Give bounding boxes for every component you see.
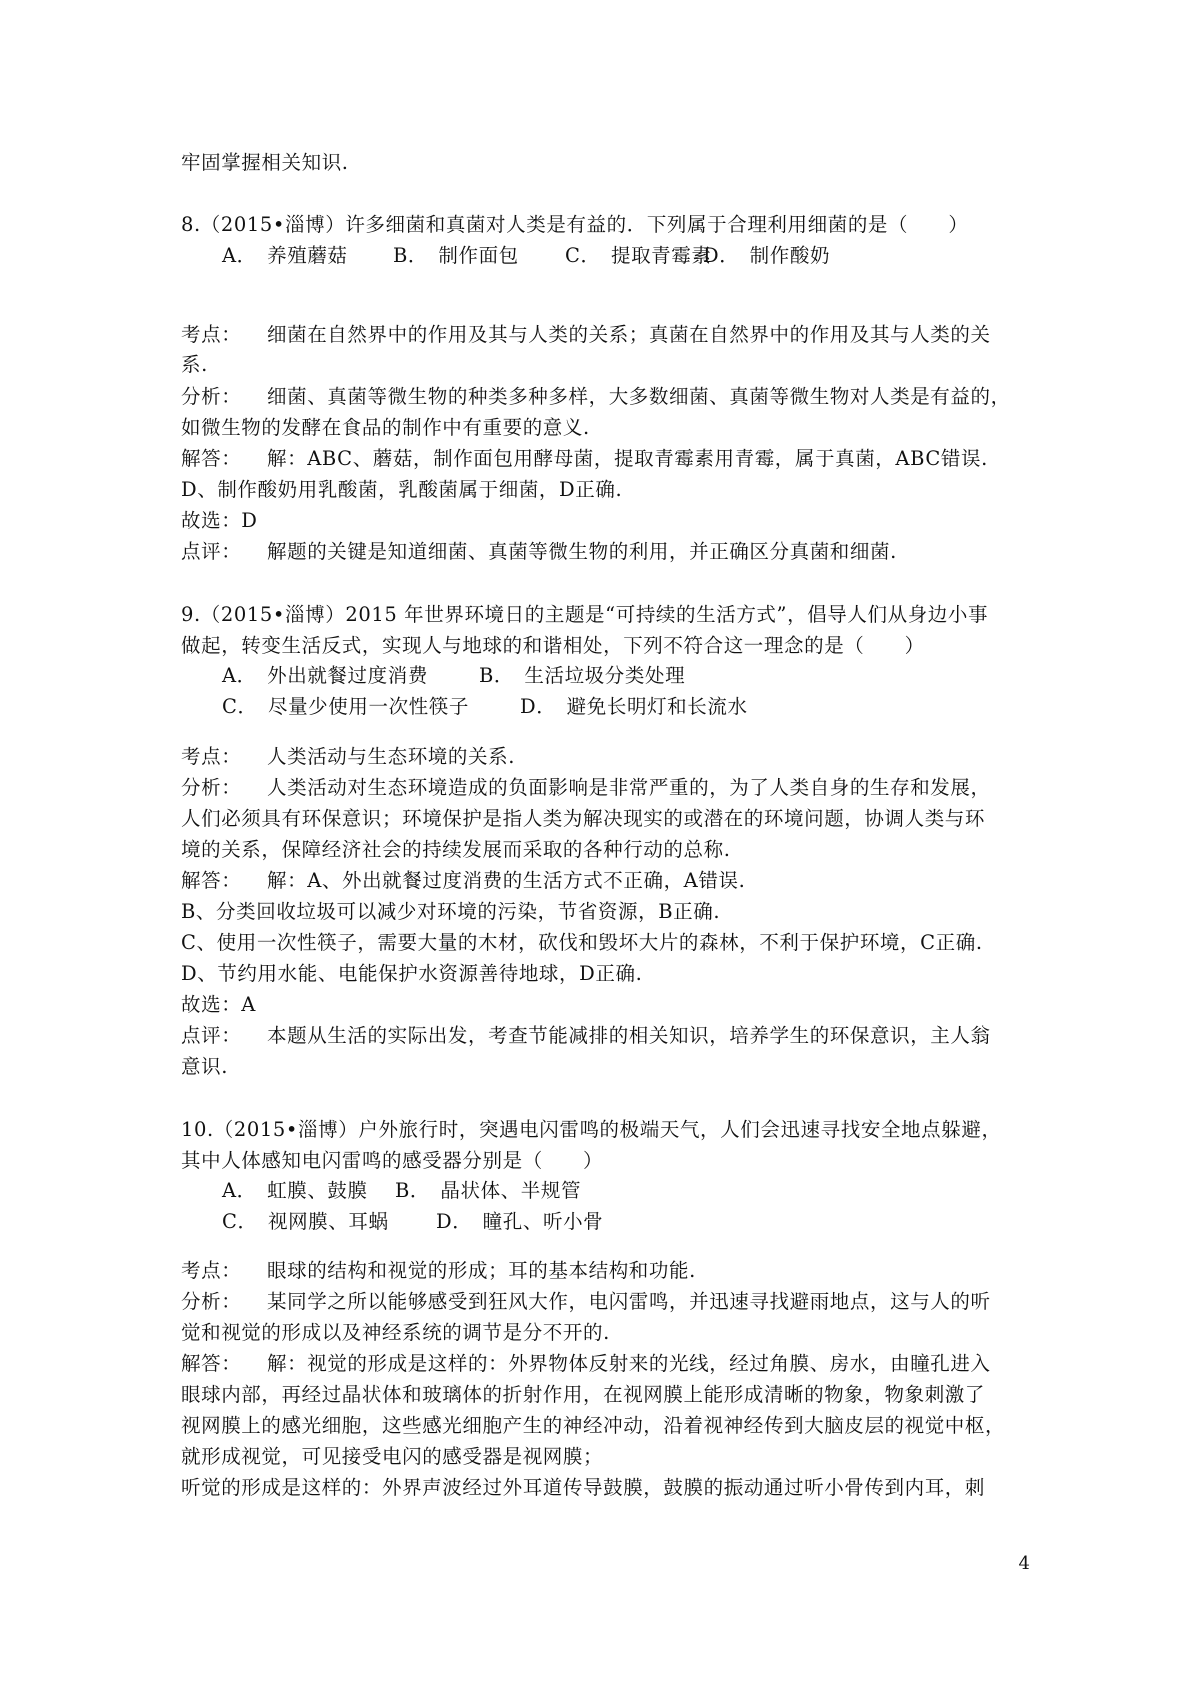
answer-option: B． 晶状体、半规管 <box>395 1179 582 1202</box>
line-text: 解：ABC、蘑菇，制作面包用酵母菌，提取青霉素用青霉，属于真菌，ABC错误. <box>267 447 988 470</box>
section-label: 解答： <box>181 447 242 470</box>
text-line <box>181 804 985 834</box>
text-line <box>181 631 925 661</box>
line-text: 就形成视觉，可见接受电闪的感受器是视网膜； <box>181 1445 604 1468</box>
text-line <box>181 382 1011 412</box>
text-line <box>181 1349 991 1379</box>
line-text: 人们必须具有环保意识；环境保护是指人类为解决现实的或潜在的环境问题，协调人类与环 <box>181 807 986 830</box>
line-text: 人类活动对生态环境造成的负面影响是非常严重的，为了人类自身的生存和发展， <box>267 776 991 799</box>
text-line <box>181 1411 1005 1441</box>
text-line <box>181 600 988 630</box>
section-label: 解答： <box>181 869 242 892</box>
text-line <box>181 320 991 350</box>
line-text: D、制作酸奶用乳酸菌，乳酸菌属于细菌，D正确. <box>181 478 623 501</box>
line-text: 做起，转变生活反式，实现人与地球的和谐相处，下列不符合这一理念的是（ ） <box>181 634 925 657</box>
line-text: 眼球内部，再经过晶状体和玻璃体的折射作用，在视网膜上能形成清晰的物象，物象刺激了 <box>181 1383 986 1406</box>
text-line <box>181 350 208 380</box>
text-line <box>181 835 731 865</box>
line-text: 意识. <box>181 1055 228 1078</box>
line-text: 故选：D <box>181 509 258 532</box>
line-text: B、分类回收垃圾可以减少对环境的污染，节省资源，B正确. <box>181 900 721 923</box>
answer-option: A． 虹膜、鼓膜 <box>222 1179 368 1202</box>
section-label: 点评： <box>181 1024 242 1047</box>
line-text: 解题的关键是知道细菌、真菌等微生物的利用，并正确区分真菌和细菌. <box>267 540 897 563</box>
answer-option: C． 提取青霉素 <box>565 244 712 267</box>
text-line <box>181 475 622 505</box>
text-line <box>181 1380 985 1410</box>
line-text: 9.（2015•淄博）2015 年世界环境日的主题是“可持续的生活方式”，倡导人们从身边小事 <box>181 603 989 626</box>
section-label: 考点： <box>181 1259 242 1282</box>
text-line <box>181 210 968 240</box>
section-label: 分析： <box>181 776 242 799</box>
text-line <box>181 148 349 178</box>
section-label: 解答： <box>181 1352 242 1375</box>
section-label: 分析： <box>181 385 242 408</box>
answer-option: A． 养殖蘑菇 <box>222 244 348 267</box>
line-text: 解：A、外出就餐过度消费的生活方式不正确，A错误. <box>267 869 746 892</box>
text-line <box>181 1021 991 1051</box>
line-text: 解：视觉的形成是这样的：外界物体反射来的光线，经过角膜、房水，由瞳孔进入 <box>267 1352 991 1375</box>
text-line <box>181 1052 228 1082</box>
line-text: 系. <box>181 353 208 376</box>
answer-option: D． 避免长明灯和长流水 <box>520 695 748 718</box>
line-text: 其中人体感知电闪雷鸣的感受器分别是（ ） <box>181 1149 604 1172</box>
text-line <box>181 537 897 567</box>
line-text: 视网膜上的感光细胞，这些感光细胞产生的神经冲动，沿着视神经传到大脑皮层的视觉中枢， <box>181 1414 1006 1437</box>
text-line <box>181 506 258 536</box>
text-line <box>181 959 642 989</box>
line-text: 觉和视觉的形成以及神经系统的调节是分不开的. <box>181 1321 610 1344</box>
answer-option: A． 外出就餐过度消费 <box>222 664 428 687</box>
section-label: 考点： <box>181 323 242 346</box>
text-line <box>181 928 983 958</box>
line-text: 人类活动与生态环境的关系. <box>267 745 515 768</box>
line-text: 如微生物的发酵在食品的制作中有重要的意义. <box>181 416 590 439</box>
text-line <box>181 1146 603 1176</box>
section-label: 分析： <box>181 1290 242 1313</box>
line-text: 牢固掌握相关知识. <box>181 151 349 174</box>
text-line <box>181 742 515 772</box>
text-line <box>181 1115 1002 1145</box>
answer-option: D． 制作酸奶 <box>703 244 831 267</box>
text-line <box>181 773 991 803</box>
line-text: 眼球的结构和视觉的形成；耳的基本结构和功能. <box>267 1259 696 1282</box>
line-text: 境的关系，保障经济社会的持续发展而采取的各种行动的总称. <box>181 838 731 861</box>
text-line <box>181 1473 985 1503</box>
text-line <box>181 1287 991 1317</box>
text-line <box>181 413 590 443</box>
line-text: C、使用一次性筷子，需要大量的木材，砍伐和毁坏大片的森林，不利于保护环境，C正确. <box>181 931 983 954</box>
line-text: 本题从生活的实际出发，考查节能减排的相关知识，培养学生的环保意识，主人翁 <box>267 1024 991 1047</box>
line-text: 听觉的形成是这样的：外界声波经过外耳道传导鼓膜，鼓膜的振动通过听小骨传到内耳，刺 <box>181 1476 986 1499</box>
text-line <box>181 866 745 896</box>
line-text: D、节约用水能、电能保护水资源善待地球，D正确. <box>181 962 643 985</box>
line-text: 细菌、真菌等微生物的种类多种多样，大多数细菌、真菌等微生物对人类是有益的， <box>267 385 1011 408</box>
text-line <box>181 1256 696 1286</box>
answer-option: C． 视网膜、耳蜗 <box>222 1210 389 1233</box>
text-line <box>181 990 256 1020</box>
answer-option: C． 尽量少使用一次性筷子 <box>222 695 469 718</box>
answer-option: D． 瞳孔、听小骨 <box>436 1210 604 1233</box>
text-line <box>181 897 720 927</box>
page-number: 4 <box>1018 1553 1030 1574</box>
line-text: 故选：A <box>181 993 256 1016</box>
text-line <box>181 444 988 474</box>
section-label: 点评： <box>181 540 242 563</box>
answer-option: B． 制作面包 <box>393 244 519 267</box>
text-line <box>181 1318 610 1348</box>
line-text: 细菌在自然界中的作用及其与人类的关系；真菌在自然界中的作用及其与人类的关 <box>267 323 991 346</box>
line-text: 某同学之所以能够感受到狂风大作，电闪雷鸣，并迅速寻找避雨地点，这与人的听 <box>267 1290 991 1313</box>
answer-option: B． 生活垃圾分类处理 <box>479 664 686 687</box>
text-line <box>181 1442 603 1472</box>
line-text: 10.（2015•淄博）户外旅行时，突遇电闪雷鸣的极端天气，人们会迅速寻找安全地点躲避， <box>181 1118 1002 1141</box>
section-label: 考点： <box>181 745 242 768</box>
line-text: 8.（2015•淄博）许多细菌和真菌对人类是有益的．下列属于合理利用细菌的是（ ） <box>181 213 969 236</box>
